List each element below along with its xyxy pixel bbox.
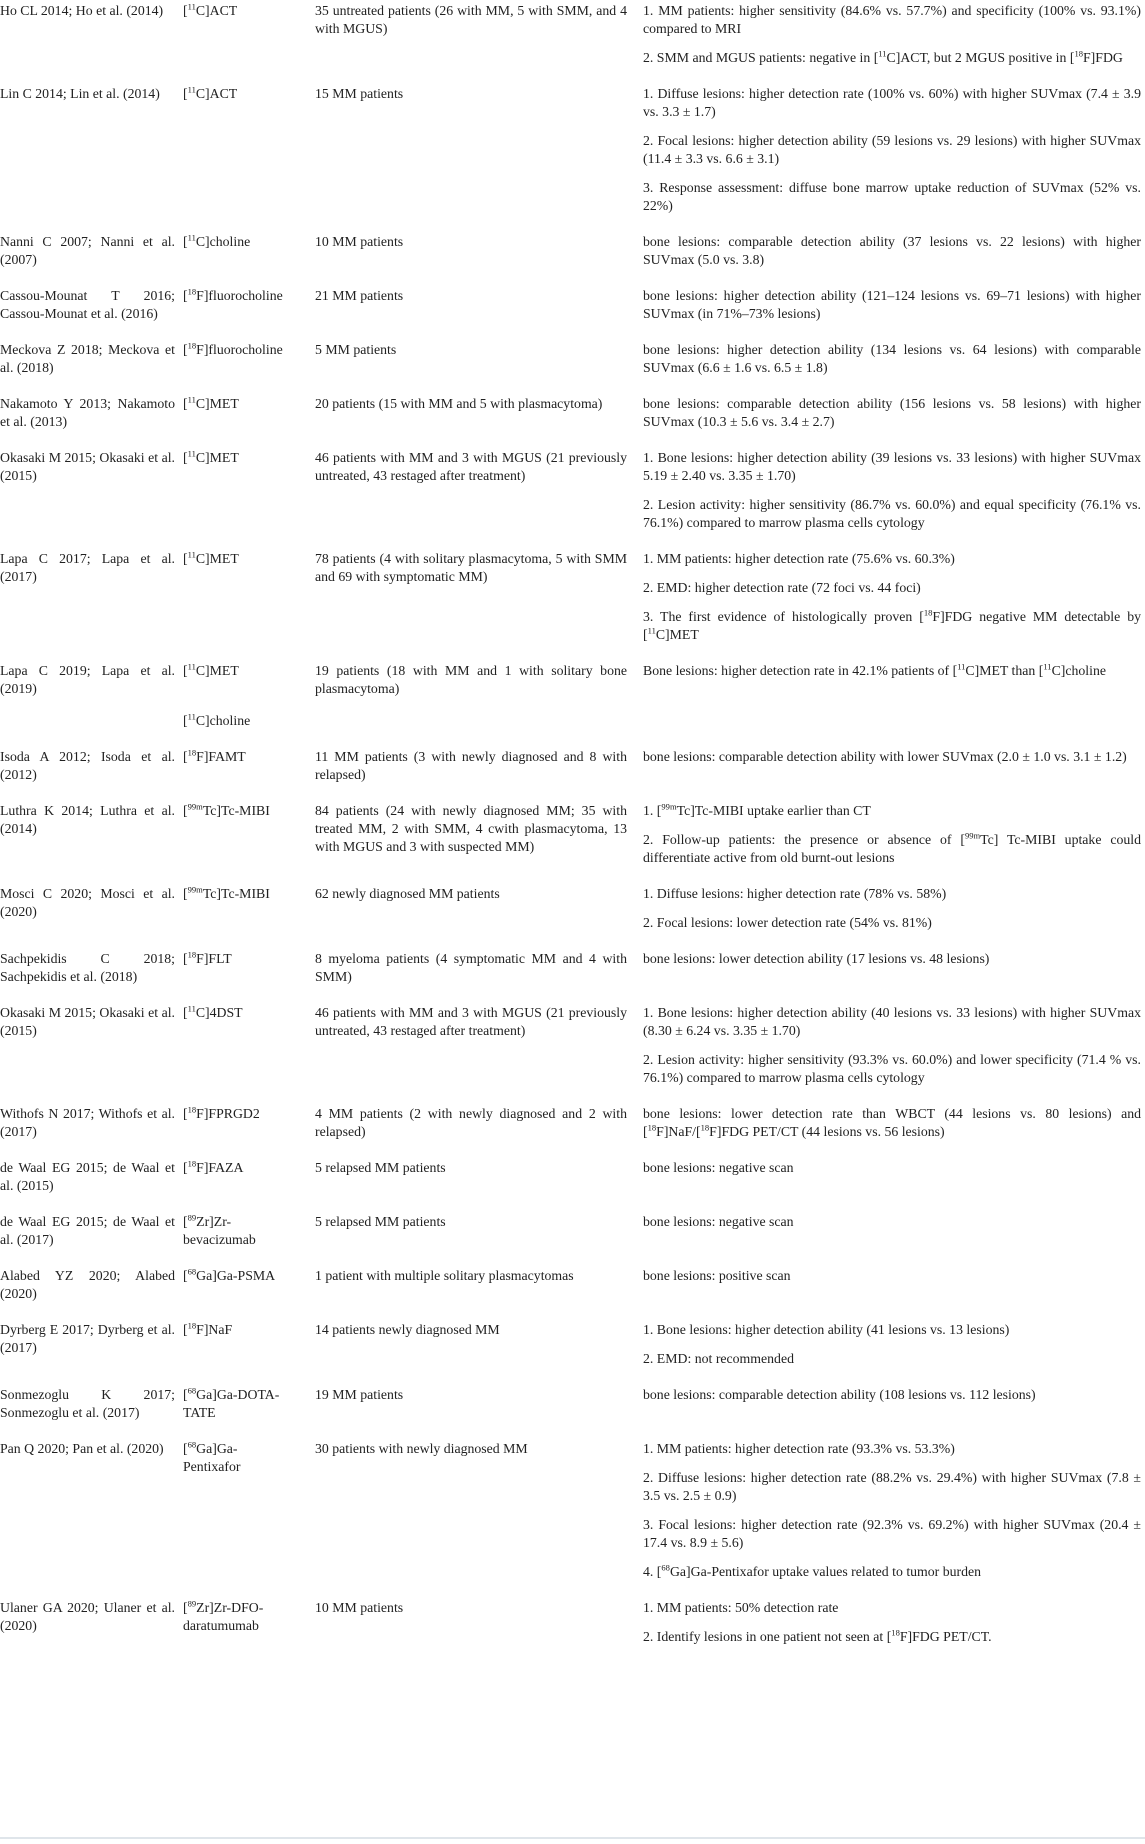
isotope-superscript: 11 — [187, 84, 196, 95]
tracer-line: [$^{18}$F]FLT — [183, 949, 232, 966]
finding-item: Bone lesions: higher detection rate in 42.1% patients of [$^{11}$C]MET than [$^{11}$C]choline — [643, 661, 1106, 678]
table-row — [0, 802, 1145, 867]
findings-cell — [643, 1105, 1145, 1141]
tracer-cell — [183, 662, 315, 730]
tracer-cell — [183, 449, 315, 467]
study-cell: Sonmezoglu K 2017; Sonmezoglu et al. (2017) — [0, 1387, 175, 1420]
isotope-superscript: 18 — [700, 1122, 710, 1133]
tracer-line: [$^{11}$C]MET — [183, 549, 239, 566]
table-row — [0, 395, 1145, 431]
table-row — [0, 1321, 1145, 1368]
study-cell: Ulaner GA 2020; Ulaner et al. (2020) — [0, 1600, 175, 1633]
study-cell: Okasaki M 2015; Okasaki et al. (2015) — [0, 450, 175, 483]
finding-item: bone lesions: higher detection ability (121–124 lesions vs. 69–71 lesions) with higher SUVmax (in 71%–73% lesions) — [643, 288, 1141, 321]
table-row — [0, 1386, 1145, 1422]
finding-item: bone lesions: comparable detection ability (156 lesions vs. 58 lesions) with higher SUVmax (10.3 ± 5.6 vs. 3.4 ± 2.7) — [643, 396, 1141, 429]
table-row — [0, 950, 1145, 986]
tracer-line: [$^{68}$Ga]Ga- — [183, 1439, 238, 1456]
isotope-superscript: 11 — [187, 1003, 196, 1014]
finding-item: bone lesions: lower detection rate than WBCT (44 lesions vs. 80 lesions) and [$^{18}$F]NaF/[$^{18}$F]FDG PET/CT (44 lesions vs. 56 lesions) — [643, 1106, 1141, 1139]
findings-cell — [643, 802, 1145, 867]
tracer-line: [$^{68}$Ga]Ga-PSMA — [183, 1266, 276, 1283]
tracer-line: [$^{89}$Zr]Zr- — [183, 1212, 232, 1229]
tracer-line: [$^{11}$C]4DST — [183, 1003, 243, 1020]
finding-item: 1. Bone lesions: higher detection ability (40 lesions vs. 33 lesions) with higher SUVmax (8.30 ± 6.24 vs. 3.35 ± 1.70) — [643, 1005, 1141, 1038]
patients-cell: 21 MM patients — [315, 288, 404, 303]
tracer-cell — [183, 395, 315, 413]
findings-cell — [643, 341, 1145, 377]
tracer-line: bevacizumab — [183, 1232, 256, 1247]
tracer-cell — [183, 233, 315, 251]
tracer-cell — [183, 287, 315, 305]
tracer-line: [$^{11}$C]ACT — [183, 84, 238, 101]
tracer-cell — [183, 341, 315, 359]
finding-item: 3. Response assessment: diffuse bone marrow uptake reduction of SUVmax (52% vs. 22%) — [643, 180, 1141, 213]
isotope-superscript: 18 — [187, 1158, 197, 1169]
findings-cell — [643, 748, 1145, 766]
table-row — [0, 2, 1145, 67]
table-row — [0, 85, 1145, 215]
findings-cell — [643, 1159, 1145, 1177]
table-row — [0, 1105, 1145, 1141]
table-row — [0, 1004, 1145, 1087]
patients-cell: 14 patients newly diagnosed MM — [315, 1322, 500, 1337]
study-cell: Withofs N 2017; Withofs et al. (2017) — [0, 1106, 175, 1139]
patients-cell: 10 MM patients — [315, 1600, 404, 1615]
finding-item: bone lesions: positive scan — [643, 1268, 791, 1283]
table-row — [0, 550, 1145, 644]
tracer-line: [$^{11}$C]choline — [183, 711, 251, 728]
finding-item: 2. Focal lesions: higher detection ability (59 lesions vs. 29 lesions) with higher SUVmax (11.4 ± 3.3 vs. 6.6 ± 3.1) — [643, 133, 1141, 166]
tracer-cell — [183, 1213, 315, 1249]
patients-cell: 10 MM patients — [315, 234, 404, 249]
tracer-line: [$^{18}$F]FAMT — [183, 747, 246, 764]
findings-cell — [643, 1386, 1145, 1404]
finding-item: 2. Focal lesions: lower detection rate (54% vs. 81%) — [643, 915, 932, 930]
finding-item: bone lesions: comparable detection ability (37 lesions vs. 22 lesions) with higher SUVmax (5.0 vs. 3.8) — [643, 234, 1141, 267]
patients-cell: 62 newly diagnosed MM patients — [315, 886, 500, 901]
isotope-superscript: 18 — [187, 340, 197, 351]
finding-item: 1. MM patients: higher sensitivity (84.6% vs. 57.7%) and specificity (100% vs. 93.1%) compared to MRI — [643, 3, 1141, 36]
isotope-superscript: 18 — [187, 747, 197, 758]
findings-cell — [643, 233, 1145, 269]
isotope-superscript: 18 — [187, 949, 197, 960]
table-row — [0, 1159, 1145, 1195]
study-cell: Dyrberg E 2017; Dyrberg et al. (2017) — [0, 1322, 175, 1355]
finding-item: 2. Diffuse lesions: higher detection rate (88.2% vs. 29.4%) with higher SUVmax (7.8 ± 3.5 vs. 2.5 ± 0.9) — [643, 1470, 1141, 1503]
study-cell: Meckova Z 2018; Meckova et al. (2018) — [0, 342, 175, 375]
finding-item: bone lesions: negative scan — [643, 1160, 794, 1175]
finding-item: bone lesions: comparable detection ability (108 lesions vs. 112 lesions) — [643, 1387, 1036, 1402]
finding-item: 2. Identify lesions in one patient not seen at [$^{18}$F]FDG PET/CT. — [643, 1627, 992, 1644]
tracer-cell — [183, 1321, 315, 1339]
isotope-superscript: 99m — [187, 801, 203, 812]
table-row — [0, 341, 1145, 377]
patients-cell: 46 patients with MM and 3 with MGUS (21 previously untreated, 43 restaged after treatment) — [315, 450, 627, 483]
table-row — [0, 885, 1145, 932]
study-cell: Alabed YZ 2020; Alabed (2020) — [0, 1268, 175, 1301]
study-cell: Isoda A 2012; Isoda et al. (2012) — [0, 749, 175, 782]
tracer-cell — [183, 1004, 315, 1022]
finding-item: 3. Focal lesions: higher detection rate (92.3% vs. 69.2%) with higher SUVmax (20.4 ± 17.4 vs. 8.9 ± 5.6) — [643, 1517, 1141, 1550]
isotope-superscript: 18 — [647, 1122, 657, 1133]
finding-item: bone lesions: higher detection ability (134 lesions vs. 64 lesions) with comparable SUVmax (6.6 ± 1.6 vs. 6.5 ± 1.8) — [643, 342, 1141, 375]
tracer-line: [$^{18}$F]FPRGD2 — [183, 1104, 260, 1121]
table-row — [0, 233, 1145, 269]
patients-cell: 19 patients (18 with MM and 1 with solitary bone plasmacytoma) — [315, 663, 627, 696]
tracer-cell — [183, 1267, 315, 1285]
study-cell: de Waal EG 2015; de Waal et al. (2017) — [0, 1214, 175, 1247]
patients-cell: 46 patients with MM and 3 with MGUS (21 previously untreated, 43 restaged after treatment) — [315, 1005, 627, 1038]
patients-cell: 1 patient with multiple solitary plasmacytomas — [315, 1268, 574, 1283]
findings-cell — [643, 662, 1145, 680]
finding-item: 1. Bone lesions: higher detection ability (39 lesions vs. 33 lesions) with higher SUVmax 5.19 ± 2.40 vs. 3.35 ± 1.70) — [643, 450, 1141, 483]
isotope-superscript: 68 — [661, 1562, 670, 1573]
tracer-line: [$^{11}$C]choline — [183, 232, 251, 249]
patients-cell: 35 untreated patients (26 with MM, 5 with SMM, and 4 with MGUS) — [315, 3, 627, 36]
finding-item: 1. Bone lesions: higher detection ability (41 lesions vs. 13 lesions) — [643, 1322, 1010, 1337]
patients-cell: 30 patients with newly diagnosed MM — [315, 1441, 528, 1456]
patients-cell: 78 patients (4 with solitary plasmacytoma, 5 with SMM and 69 with symptomatic MM) — [315, 551, 627, 584]
tracer-line: [$^{89}$Zr]Zr-DFO- — [183, 1598, 264, 1615]
isotope-superscript: 18 — [187, 1320, 197, 1331]
finding-item: 1. [$^{99m}$Tc]Tc-MIBI uptake earlier than CT — [643, 801, 871, 818]
tracer-line: [$^{18}$F]fluorocholine — [183, 286, 283, 303]
finding-item: 2. EMD: not recommended — [643, 1351, 794, 1366]
isotope-superscript: 11 — [957, 661, 966, 672]
patients-cell: 84 patients (24 with newly diagnosed MM; 35 with treated MM, 2 with SMM, 4 cwith plasmacytoma, 13 with MGUS and 3 with suspected MM) — [315, 803, 627, 854]
patients-cell: 4 MM patients (2 with newly diagnosed and 2 with relapsed) — [315, 1106, 627, 1139]
study-cell: Mosci C 2020; Mosci et al. (2020) — [0, 886, 175, 919]
study-cell: Nanni C 2007; Nanni et al. (2007) — [0, 234, 175, 267]
study-cell: Okasaki M 2015; Okasaki et al. (2015) — [0, 1005, 175, 1038]
finding-item: 1. Diffuse lesions: higher detection rate (78% vs. 58%) — [643, 886, 947, 901]
tracer-cell — [183, 1105, 315, 1123]
finding-item: 1. MM patients: higher detection rate (93.3% vs. 53.3%) — [643, 1441, 955, 1456]
tracer-cell — [183, 802, 315, 820]
isotope-superscript: 99m — [661, 801, 677, 812]
tracer-line: Pentixafor — [183, 1459, 241, 1474]
finding-item: 2. Lesion activity: higher sensitivity (86.7% vs. 60.0%) and equal specificity (76.1% vs. 76.1%) compared to marrow plasma cells cytology — [643, 497, 1141, 530]
patients-cell: 5 relapsed MM patients — [315, 1214, 446, 1229]
isotope-superscript: 89 — [187, 1598, 197, 1609]
finding-item: 1. MM patients: 50% detection rate — [643, 1600, 839, 1615]
tracer-cell — [183, 1440, 315, 1476]
tracer-cell — [183, 885, 315, 903]
patients-cell: 20 patients (15 with MM and 5 with plasmacytoma) — [315, 396, 603, 411]
study-cell: Lin C 2014; Lin et al. (2014) — [0, 86, 160, 101]
table-row — [0, 1267, 1145, 1303]
isotope-superscript: 11 — [187, 549, 196, 560]
tracer-line: [$^{99m}$Tc]Tc-MIBI — [183, 801, 270, 818]
table-row — [0, 1213, 1145, 1249]
finding-item: 2. Lesion activity: higher sensitivity (93.3% vs. 60.0%) and lower specificity (71.4 % vs. 76.1%) compared to marrow plasma cells cytology — [643, 1052, 1141, 1085]
study-cell: Cassou-Mounat T 2016; Cassou-Mounat et al. (2016) — [0, 288, 175, 321]
tracer-line: [$^{11}$C]MET — [183, 448, 239, 465]
isotope-superscript: 68 — [187, 1439, 197, 1450]
isotope-superscript: 11 — [187, 448, 196, 459]
isotope-superscript: 11 — [187, 711, 196, 722]
study-cell: Luthra K 2014; Luthra et al. (2014) — [0, 803, 175, 836]
findings-cell — [643, 1440, 1145, 1581]
tracer-line: [$^{18}$F]FAZA — [183, 1158, 244, 1175]
patients-cell: 15 MM patients — [315, 86, 404, 101]
patients-cell: 19 MM patients — [315, 1387, 404, 1402]
tracer-line: [$^{11}$C]MET — [183, 661, 239, 678]
patients-cell: 11 MM patients (3 with newly diagnosed and 8 with relapsed) — [315, 749, 627, 782]
tracer-line: [$^{11}$C]ACT — [183, 1, 238, 18]
findings-cell — [643, 85, 1145, 215]
findings-cell — [643, 1321, 1145, 1368]
study-cell: de Waal EG 2015; de Waal et al. (2015) — [0, 1160, 175, 1193]
patients-cell: 5 MM patients — [315, 342, 397, 357]
findings-cell — [643, 885, 1145, 932]
study-cell: Ho CL 2014; Ho et al. (2014) — [0, 3, 164, 18]
tracer-line: TATE — [183, 1405, 216, 1420]
table-row — [0, 449, 1145, 532]
table-row — [0, 1599, 1145, 1646]
findings-cell — [643, 1599, 1145, 1646]
findings-cell — [643, 1213, 1145, 1231]
tracer-line: [$^{18}$F]NaF — [183, 1320, 233, 1337]
table-bottom-rule — [0, 1837, 1145, 1839]
finding-item: 2. SMM and MGUS patients: negative in [$^{11}$C]ACT, but 2 MGUS positive in [$^{18}$F]FDG — [643, 48, 1123, 65]
study-cell: Sachpekidis C 2018; Sachpekidis et al. (2018) — [0, 951, 175, 984]
isotope-superscript: 11 — [1043, 661, 1052, 672]
isotope-superscript: 99m — [187, 884, 203, 895]
isotope-superscript: 11 — [878, 48, 887, 59]
finding-item: bone lesions: lower detection ability (17 lesions vs. 48 lesions) — [643, 951, 990, 966]
findings-cell — [643, 1267, 1145, 1285]
finding-item: 2. Follow-up patients: the presence or absence of [$^{99m}$Tc] Tc-MIBI uptake could differentiate active from old burnt-out lesions — [643, 830, 1141, 865]
isotope-superscript: 11 — [187, 232, 196, 243]
tracer-line: [$^{99m}$Tc]Tc-MIBI — [183, 884, 270, 901]
tracer-line: [$^{18}$F]fluorocholine — [183, 340, 283, 357]
isotope-superscript: 18 — [1074, 48, 1083, 59]
isotope-superscript: 11 — [187, 394, 196, 405]
isotope-superscript: 89 — [187, 1212, 197, 1223]
patients-cell: 5 relapsed MM patients — [315, 1160, 446, 1175]
table-row — [0, 748, 1145, 784]
tracer-cell — [183, 1599, 315, 1635]
finding-item: 1. MM patients: higher detection rate (75.6% vs. 60.3%) — [643, 551, 955, 566]
findings-cell — [643, 287, 1145, 323]
findings-cell — [643, 2, 1145, 67]
isotope-superscript: 11 — [187, 1, 196, 12]
isotope-superscript: 18 — [923, 607, 933, 618]
tracer-line: [$^{11}$C]MET — [183, 394, 239, 411]
finding-item: bone lesions: negative scan — [643, 1214, 794, 1229]
findings-cell — [643, 550, 1145, 644]
isotope-superscript: 11 — [647, 625, 656, 636]
finding-item: bone lesions: comparable detection ability with lower SUVmax (2.0 ± 1.0 vs. 3.1 ± 1.2) — [643, 749, 1127, 764]
tracer-cell — [183, 1386, 315, 1422]
isotope-superscript: 18 — [187, 286, 197, 297]
tracer-line: [$^{68}$Ga]Ga-DOTA- — [183, 1385, 280, 1402]
isotope-superscript: 99m — [964, 830, 981, 841]
table-row — [0, 1440, 1145, 1581]
finding-item: 2. EMD: higher detection rate (72 foci vs. 44 foci) — [643, 580, 921, 595]
isotope-superscript: 18 — [891, 1627, 900, 1638]
tracer-cell — [183, 1159, 315, 1177]
isotope-superscript: 11 — [187, 661, 196, 672]
study-cell: Lapa C 2019; Lapa et al. (2019) — [0, 663, 175, 696]
findings-cell — [643, 449, 1145, 532]
isotope-superscript: 68 — [187, 1266, 197, 1277]
table-row — [0, 287, 1145, 323]
findings-cell — [643, 395, 1145, 431]
tracer-cell — [183, 950, 315, 968]
tracer-cell — [183, 2, 315, 20]
findings-cell — [643, 1004, 1145, 1087]
isotope-superscript: 18 — [187, 1104, 197, 1115]
finding-item: 4. [$^{68}$Ga]Ga-Pentixafor uptake values related to tumor burden — [643, 1562, 982, 1579]
patients-cell: 8 myeloma patients (4 symptomatic MM and 4 with SMM) — [315, 951, 627, 984]
study-cell: Nakamoto Y 2013; Nakamoto et al. (2013) — [0, 396, 175, 429]
study-cell: Lapa C 2017; Lapa et al. (2017) — [0, 551, 175, 584]
findings-cell — [643, 950, 1145, 968]
finding-item: 3. The first evidence of histologically proven [$^{18}$F]FDG negative MM detectable by [$^{11}$C]MET — [643, 607, 1141, 642]
finding-item: 1. Diffuse lesions: higher detection rate (100% vs. 60%) with higher SUVmax (7.4 ± 3.9 vs. 3.3 ± 1.7) — [643, 86, 1141, 119]
table-row — [0, 662, 1145, 730]
study-cell: Pan Q 2020; Pan et al. (2020) — [0, 1441, 164, 1456]
tracer-line: daratumumab — [183, 1618, 259, 1633]
tracer-cell — [183, 85, 315, 103]
tracer-cell — [183, 748, 315, 766]
tracer-cell — [183, 550, 315, 568]
isotope-superscript: 68 — [187, 1385, 197, 1396]
